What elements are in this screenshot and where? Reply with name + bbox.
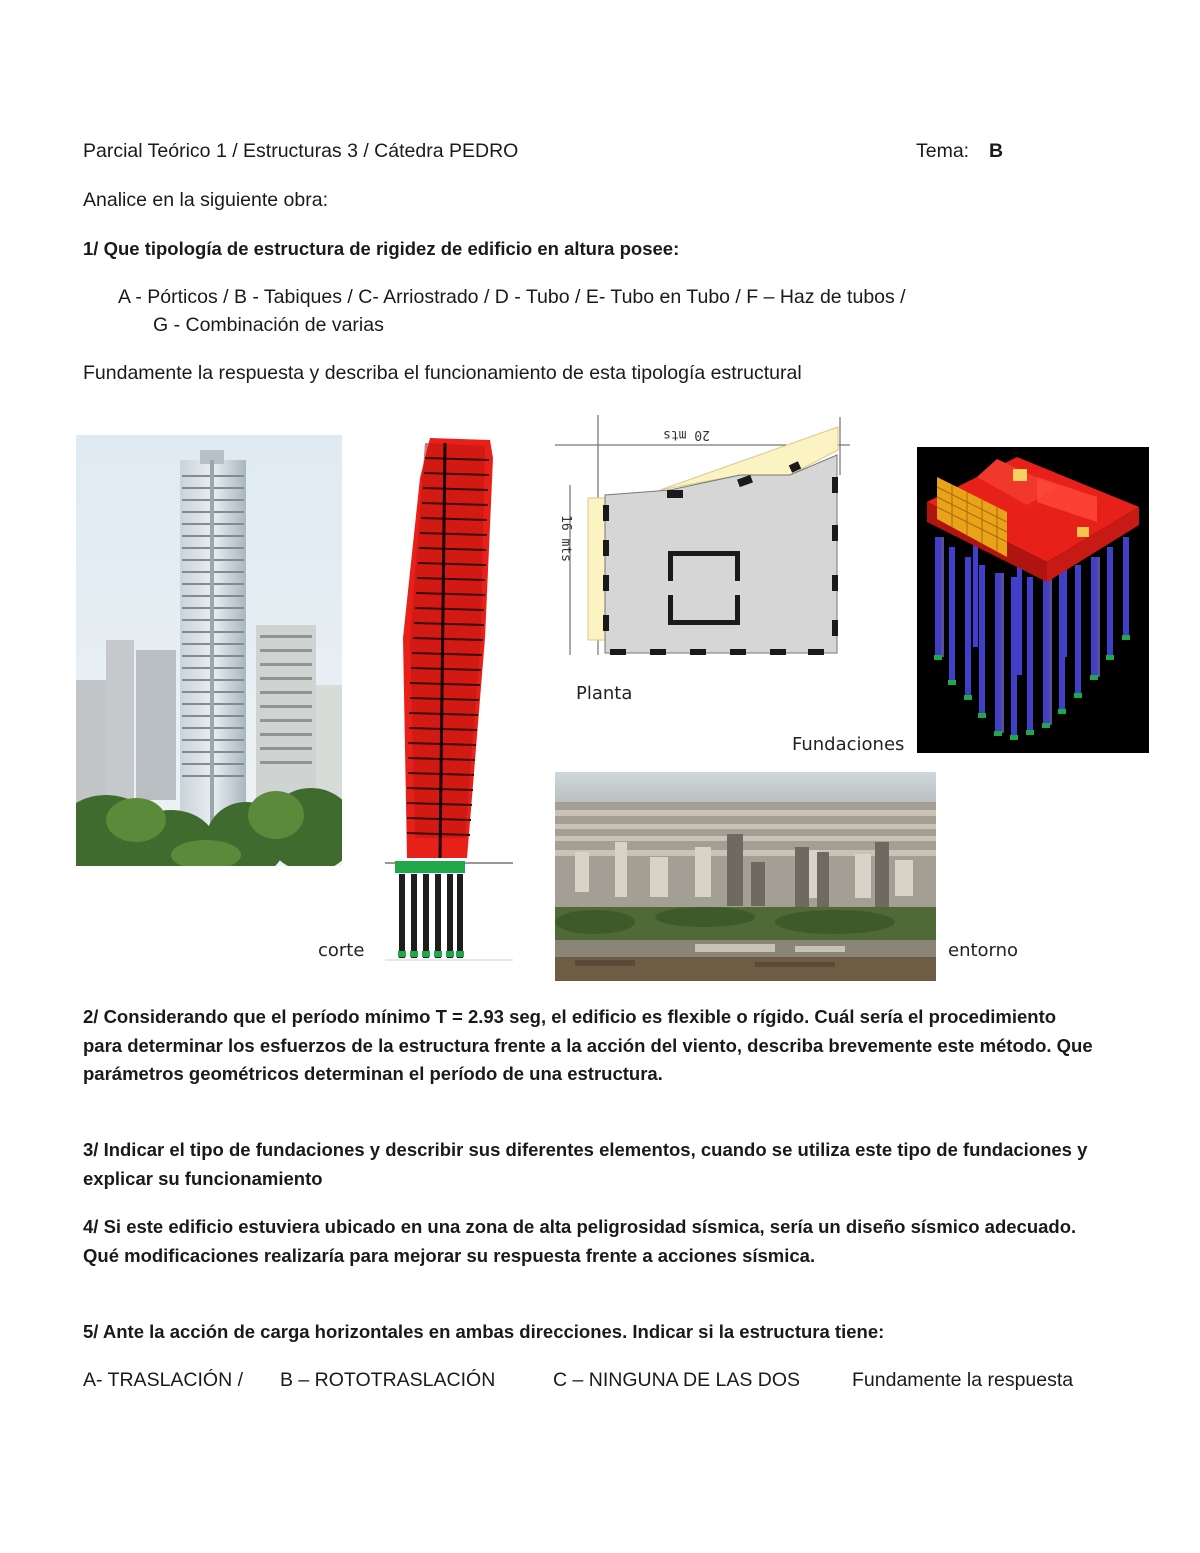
surroundings-photo [555, 772, 936, 981]
question-3: 3/ Indicar el tipo de fundaciones y describir sus diferentes elementos, cuando se utiliza este tipo de fundaciones y explicar su funcionamiento [83, 1139, 1088, 1189]
question-4: 4/ Si este edificio estuviera ubicado en una zona de alta peligrosidad sísmica, sería un diseño sísmico adecuado. Qué modificaciones realizaría para mejorar su respuesta frente a acciones sísmica. [83, 1216, 1077, 1266]
tema-value: B [989, 140, 1004, 162]
section-drawing [385, 438, 515, 963]
question-2: 2/ Considerando que el período mínimo T = 2.93 seg, el edificio es flexible o rígido. Cuál sería el procedimiento para determinar los esfuerzos de la estructura frente a la acción del viento, describa brevemente este método. Que parámetros geométricos determinan el período de una estructura. [83, 1006, 1093, 1084]
question-1-options-line-1: A - Pórticos / B - Tabiques / C- Arriostrado / D - Tubo / E- Tubo en Tubo / F – Haz de tubos / [118, 286, 906, 308]
tema-label: Tema: [916, 140, 970, 162]
question-1-instruction: Fundamente la respuesta y describa el funcionamiento de esta tipología estructural [83, 362, 802, 384]
plan-width-dimension: 20 mts [663, 427, 710, 442]
caption-entorno: entorno [948, 940, 1019, 961]
intro-text: Analice en la siguiente obra: [83, 189, 328, 211]
caption-planta: Planta [576, 683, 633, 704]
question-5-instruction: Fundamente la respuesta [852, 1369, 1074, 1391]
foundations-3d-model [917, 447, 1149, 753]
question-5-option-c: C – NINGUNA DE LAS DOS [553, 1369, 801, 1391]
caption-fundaciones: Fundaciones [792, 734, 905, 755]
question-1-options-line-2: G - Combinación de varias [153, 314, 384, 336]
exam-title: Parcial Teórico 1 / Estructuras 3 / Cátedra PEDRO [83, 140, 519, 162]
building-photo [76, 435, 342, 866]
plan-height-dimension: 16 mts [558, 515, 573, 562]
question-1: 1/ Que tipología de estructura de rigidez de edificio en altura posee: [83, 238, 680, 259]
caption-corte: corte [318, 940, 365, 961]
question-5-option-b: B – ROTOTRASLACIÓN [280, 1369, 496, 1391]
plan-drawing [550, 415, 850, 665]
question-5: 5/ Ante la acción de carga horizontales en ambas direcciones. Indicar si la estructura tiene: [83, 1321, 885, 1342]
question-5-option-a: A- TRASLACIÓN / [83, 1369, 244, 1391]
